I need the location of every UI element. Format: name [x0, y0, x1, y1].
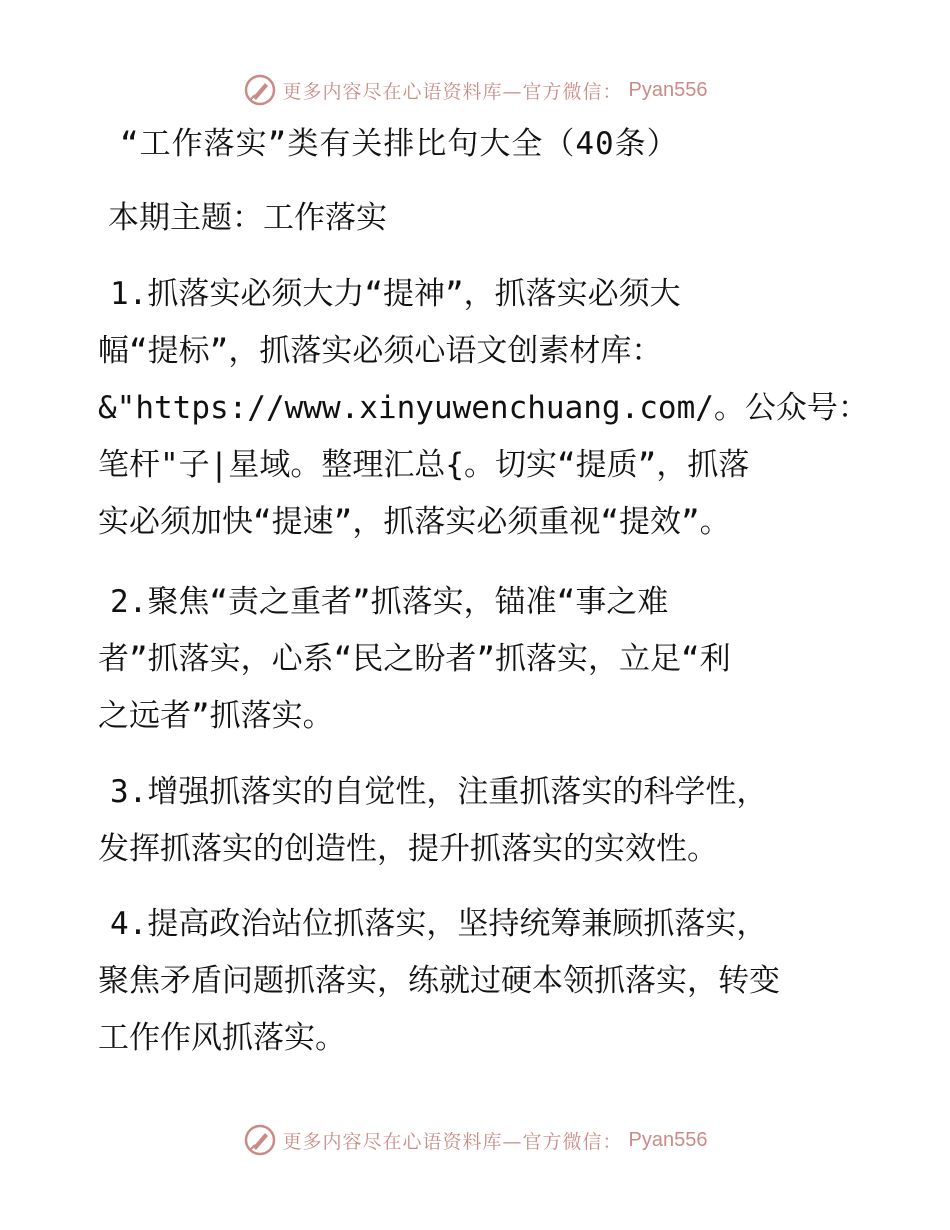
- paragraph-line: 聚焦矛盾问题抓落实，练就过硬本领抓落实，转变: [98, 963, 780, 999]
- pen-nib-logo-icon: [243, 1123, 277, 1157]
- paragraph-2: [98, 574, 858, 745]
- watermark-wechat-id: Pyan556: [628, 78, 708, 101]
- paragraph-3: [98, 764, 858, 878]
- paragraph-1: [98, 266, 869, 551]
- paragraph-line: 者”抓落实，心系“民之盼者”抓落实，立足“利: [98, 641, 731, 677]
- paragraph-line: 4.提高政治站位抓落实，坚持统筹兼顾抓落实，: [110, 906, 768, 942]
- footer-watermark: [0, 1120, 950, 1160]
- document-theme: 本期主题：工作落实: [108, 200, 387, 236]
- paragraph-line: 3.增强抓落实的自觉性，注重抓落实的科学性，: [110, 774, 768, 810]
- paragraph-line: 2.聚焦“责之重者”抓落实，锚准“事之难: [110, 584, 669, 620]
- watermark-text: 更多内容尽在心语资料库—官方微信：: [282, 1130, 623, 1153]
- watermark-text: 更多内容尽在心语资料库—官方微信：: [282, 80, 623, 103]
- paragraph-line: 工作作风抓落实。: [98, 1020, 346, 1056]
- document-title: “工作落实”类有关排比句大全（40条）: [120, 126, 679, 162]
- paragraph-line: &"https://www.xinyuwenchuang.com/。公众号：: [98, 390, 869, 426]
- paragraph-line: 笔杆"子|星域。整理汇总{。切实“提质”，抓落: [98, 447, 750, 483]
- paragraph-line: 实必须加快“提速”，抓落实必须重视“提效”。: [98, 504, 731, 540]
- paragraph-line: 幅“提标”，抓落实必须心语文创素材库：: [98, 333, 663, 369]
- header-watermark: [0, 70, 950, 110]
- paragraph-4: [98, 896, 858, 1067]
- watermark-wechat-id: Pyan556: [628, 1128, 708, 1151]
- paragraph-line: 之远者”抓落实。: [98, 698, 334, 734]
- paragraph-line: 发挥抓落实的创造性，提升抓落实的实效性。: [98, 831, 718, 867]
- pen-nib-logo-icon: [243, 73, 277, 107]
- paragraph-line: 1.抓落实必须大力“提神”，抓落实必须大: [110, 276, 681, 312]
